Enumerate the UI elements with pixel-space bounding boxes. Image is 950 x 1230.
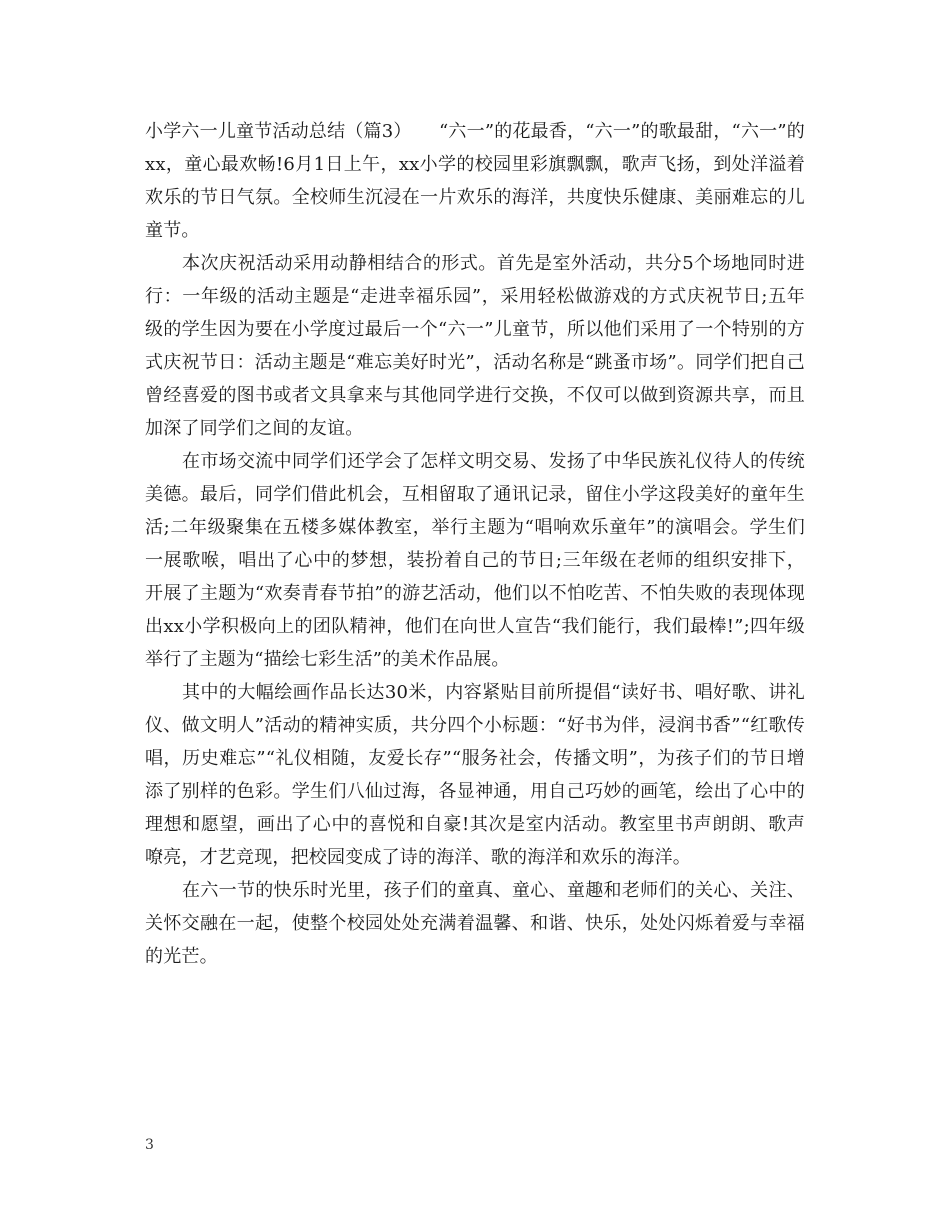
page-number: 3 <box>145 1137 154 1153</box>
paragraph-painting-exhibition: 其中的大幅绘画作品长达30米，内容紧贴目前所提倡“读好书、唱好歌、讲礼仪、做文明人”活动的精神实质，共分四个小标题：“好书为伴，浸润书香”“红歌传唱，历史难忘”“礼仪相随，友爱长存”“服务社会，传播文明”，为孩子们的节日增添了别样的色彩。学生们八仙过海，各显神通，用自己巧妙的画笔，绘出了心中的理想和愿望，画出了心中的喜悦和自豪!其次是室内活动。教室里书声朗朗、歌声嘹亮，才艺竞现，把校园变成了诗的海洋、歌的海洋和欢乐的海洋。 <box>145 682 805 868</box>
paragraph-title-intro: 小学六一儿童节活动总结（篇3） “六一”的花最香，“六一”的歌最甜，“六一”的xx，童心最欢畅!6月1日上午，xx小学的校园里彩旗飘飘，歌声飞扬，到处洋溢着欢乐的节日气氛。全校师生沉浸在一片欢乐的海洋，共度快乐健康、美丽难忘的儿童节。 <box>145 121 805 241</box>
paragraph-outdoor-activities: 本次庆祝活动采用动静相结合的形式。首先是室外活动，共分5个场地同时进行：一年级的活动主题是“走进幸福乐园”，采用轻松做游戏的方式庆祝节日;五年级的学生因为要在小学度过最后一个“六一”儿童节，所以他们采用了一个特别的方式庆祝节日：活动主题是“难忘美好时光”，活动名称是“跳蚤市场”。同学们把自己曾经喜爱的图书或者文具拿来与其他同学进行交换，不仅可以做到资源共享，而且加深了同学们之间的友谊。 <box>145 253 805 439</box>
document-body <box>145 115 805 973</box>
paragraph-conclusion: 在六一节的快乐时光里，孩子们的童真、童心、童趣和老师们的关心、关注、关怀交融在一起，使整个校园处处充满着温馨、和谐、快乐，处处闪烁着爱与幸福的光芒。 <box>145 880 805 967</box>
paragraph-market-and-grades: 在市场交流中同学们还学会了怎样文明交易、发扬了中华民族礼仪待人的传统美德。最后，同学们借此机会，互相留取了通讯记录，留住小学这段美好的童年生活;二年级聚集在五楼多媒体教室，举行主题为“唱响欢乐童年”的演唱会。学生们一展歌喉，唱出了心中的梦想，装扮着自己的节日;三年级在老师的组织安排下，开展了主题为“欢奏青春节拍”的游艺活动，他们以不怕吃苦、不怕失败的表现体现出xx小学积极向上的团队精神，他们在向世人宣告“我们能行，我们最棒!”;四年级举行了主题为“描绘七彩生活”的美术作品展。 <box>145 451 805 670</box>
